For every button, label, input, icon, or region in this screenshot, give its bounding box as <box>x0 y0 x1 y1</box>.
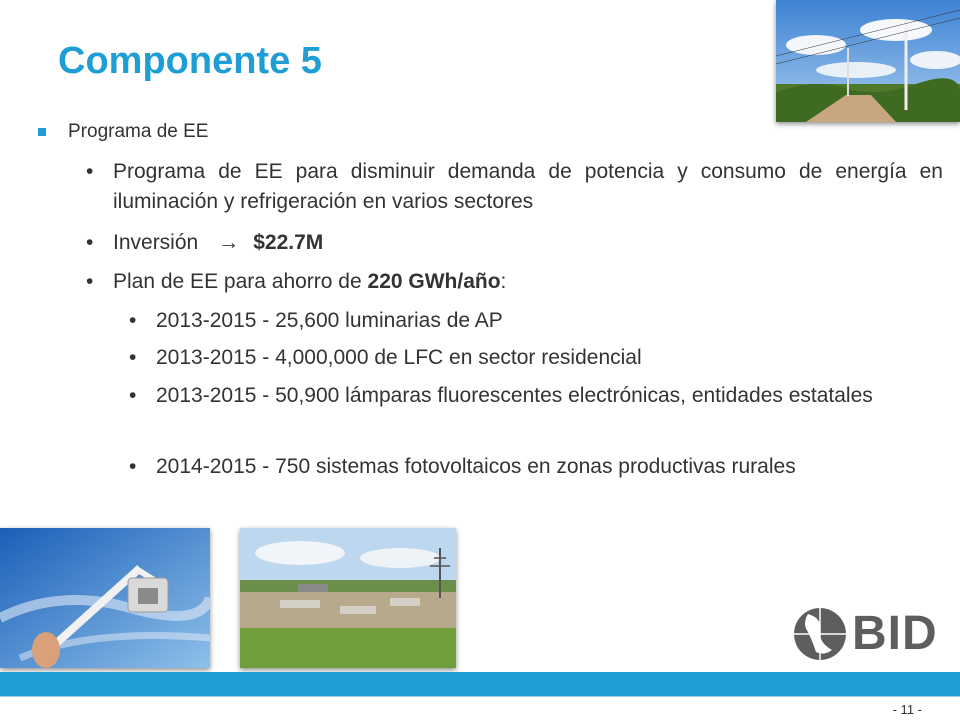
bullet-dot-icon: • <box>86 160 94 183</box>
plan-prefix: Plan de EE para ahorro de <box>113 270 368 293</box>
bullet-investment <box>86 228 943 258</box>
streetlight-photo <box>0 528 210 668</box>
bid-logo <box>792 604 936 664</box>
bullet-dot-icon: • <box>129 384 137 407</box>
bullet-dot-icon: • <box>129 455 137 478</box>
subitem-fotovoltaicos <box>129 452 943 482</box>
bullet-dot-icon: • <box>86 270 94 293</box>
construction-site-photo <box>240 528 456 668</box>
subitem-text: 2013-2015 - 25,600 luminarias de AP <box>156 309 503 332</box>
right-arrow-icon: → <box>218 231 240 254</box>
subitem-text: 2013-2015 - 4,000,000 de LFC en sector residencial <box>156 346 642 369</box>
bullet-description <box>86 157 943 217</box>
subitem-text: 2014-2015 - 750 sistemas fotovoltaicos en zonas productivas rurales <box>156 455 796 478</box>
bullet-description-text: Programa de EE para disminuir demanda de potencia y consumo de energía en iluminación y refrigeración en varios sectores <box>113 160 943 213</box>
streetlight-image <box>0 528 210 668</box>
subitem-text: 2013-2015 - 50,900 lámparas fluorescentes electrónicas, entidades estatales <box>156 384 873 407</box>
bullet-plan <box>86 267 943 297</box>
rural-road-photo <box>776 0 960 122</box>
bullet-dot-icon: • <box>129 346 137 369</box>
bullet-dot-icon: • <box>129 309 137 332</box>
main-bullet-text: Programa de EE <box>68 121 209 142</box>
footer-divider <box>0 696 960 697</box>
investment-value: $22.7M <box>253 231 324 254</box>
slide-title: Componente 5 <box>58 40 322 82</box>
construction-site-image <box>240 528 456 668</box>
page-number: - 11 - <box>892 702 922 717</box>
subitem-luminarias <box>129 306 943 336</box>
subitem-lamparas <box>129 381 943 411</box>
footer-band <box>0 672 960 696</box>
rural-road-image <box>776 0 960 122</box>
square-bullet-icon <box>38 128 46 136</box>
main-bullet <box>68 121 208 143</box>
plan-suffix: : <box>500 270 507 293</box>
bid-logo-text: BID <box>852 607 938 660</box>
bullet-dot-icon: • <box>86 231 94 254</box>
investment-label: Inversión <box>113 231 199 254</box>
subitem-lfc <box>129 343 943 373</box>
plan-value: 220 GWh/año <box>367 270 501 293</box>
